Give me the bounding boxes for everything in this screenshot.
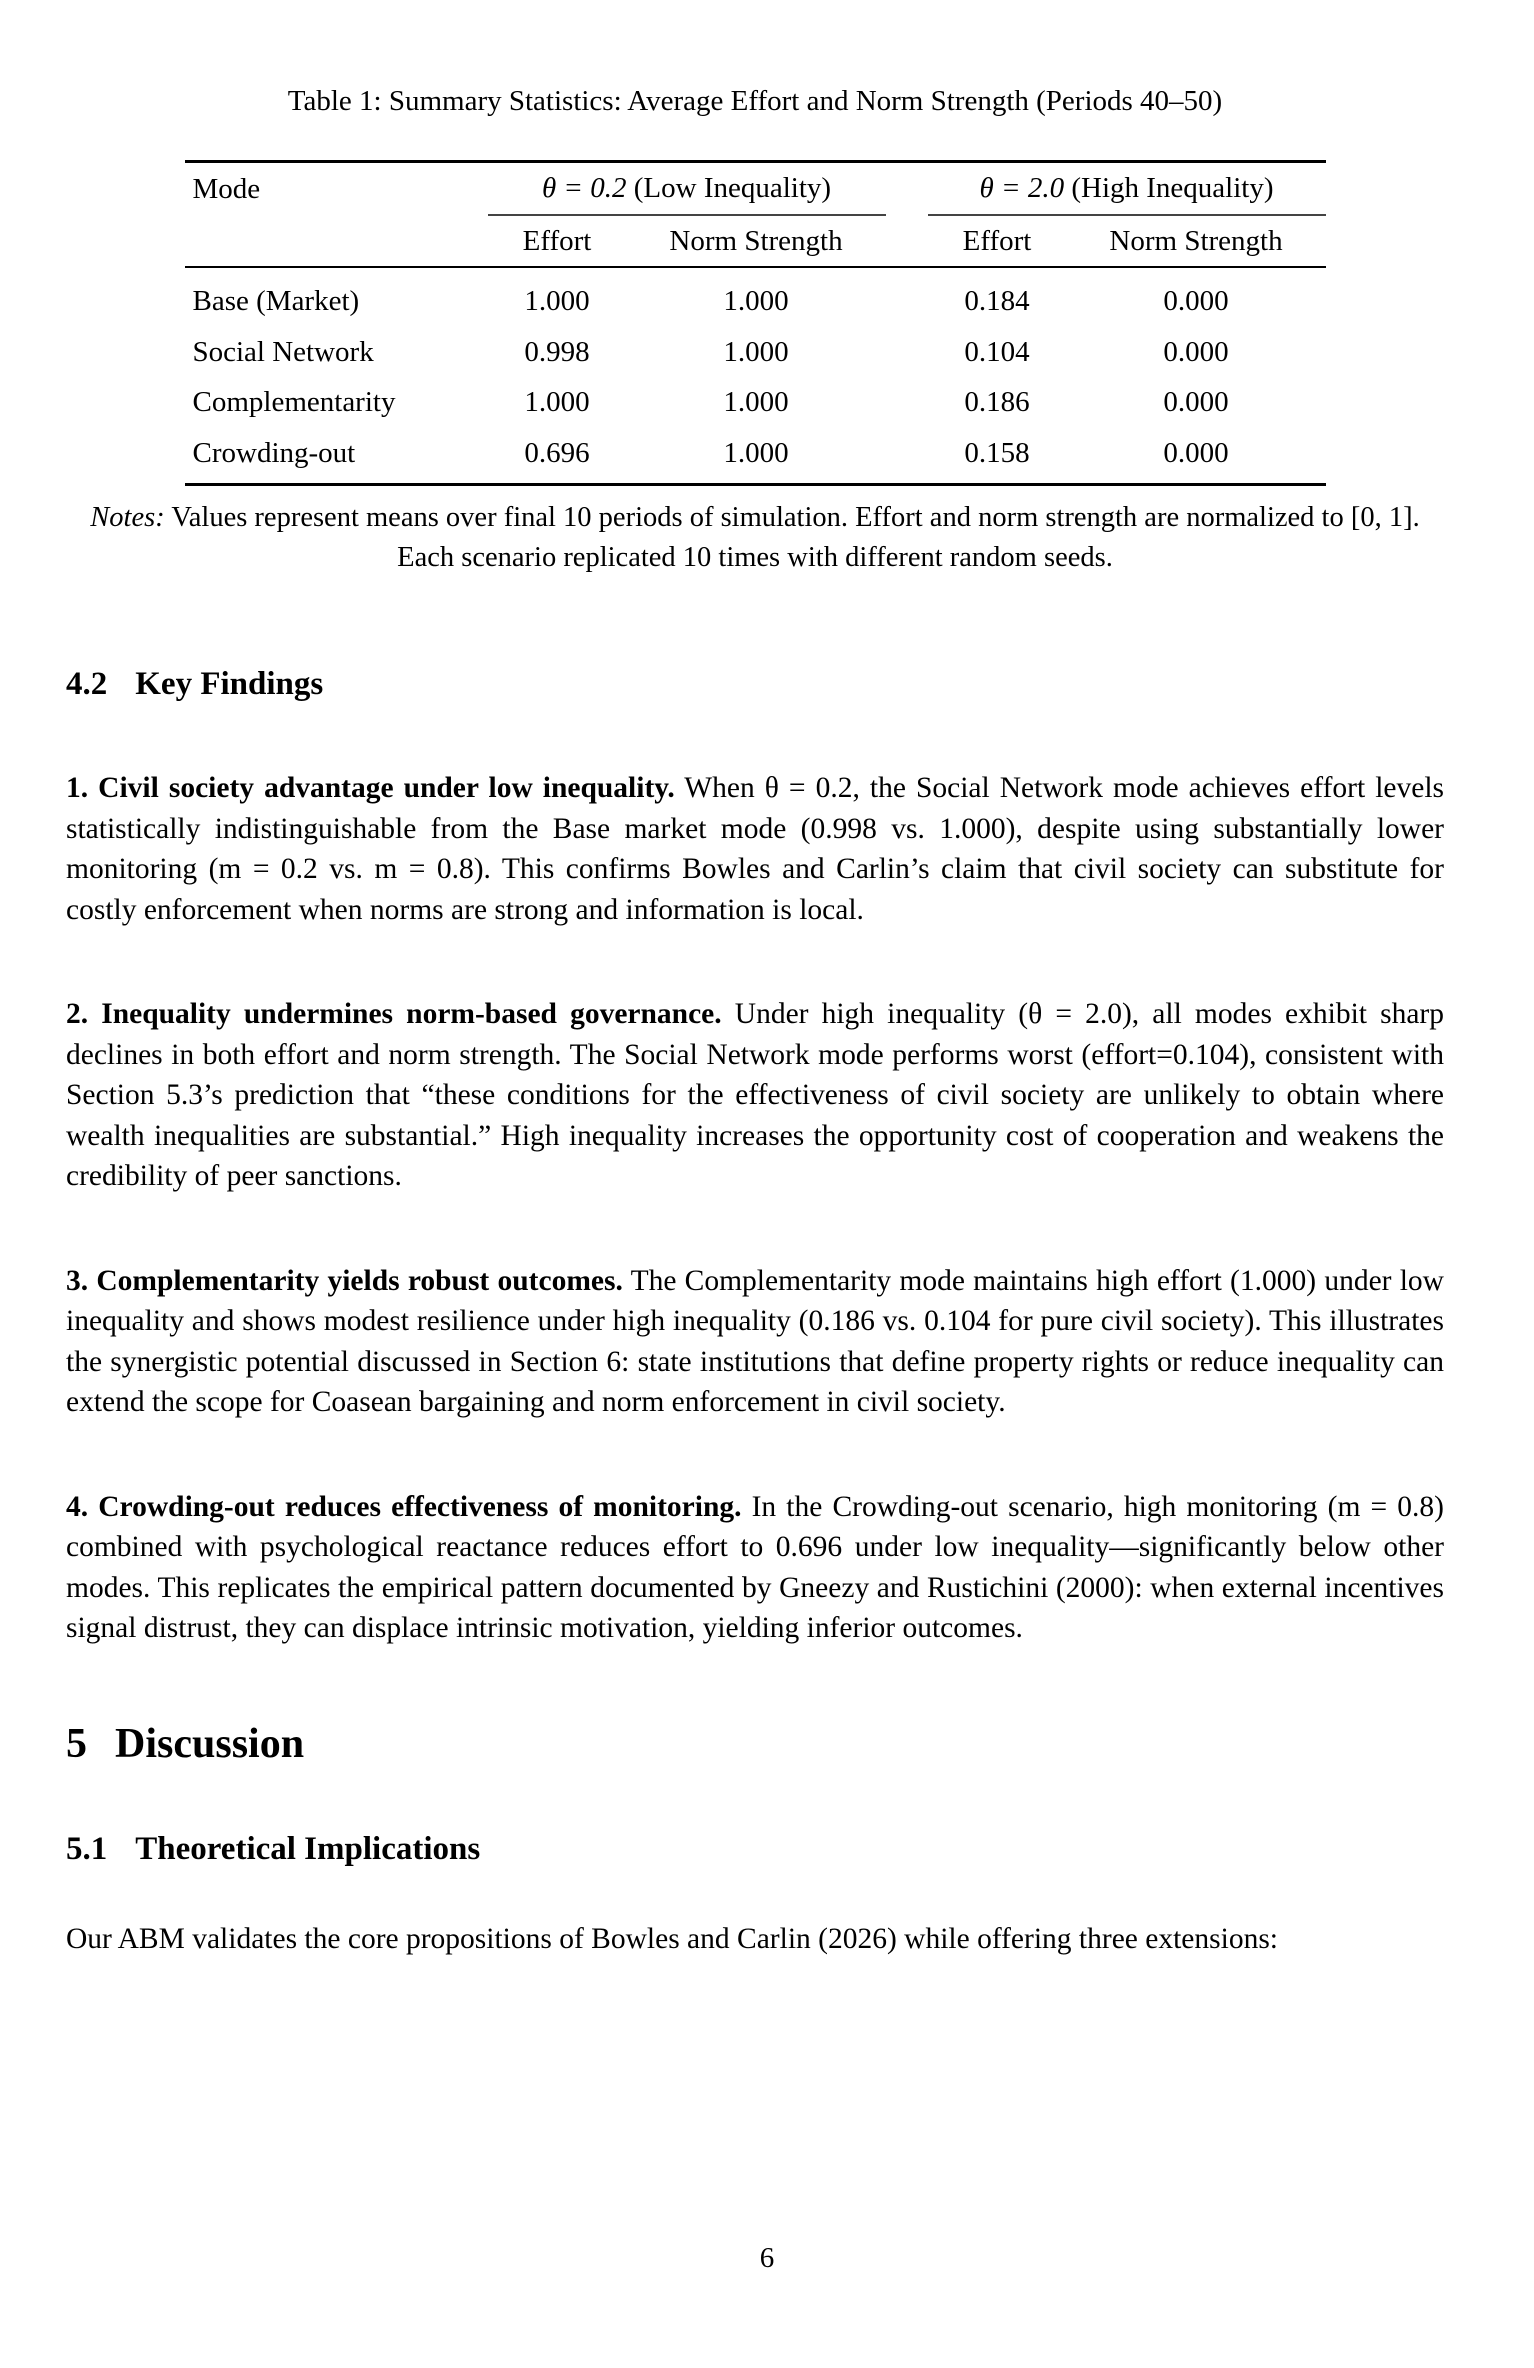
finding-4-lead: 4. Crowding-out reduces effectiveness of monitoring. [66, 1490, 742, 1523]
row-mode-label: Base (Market) [192, 285, 360, 317]
table-subheader-effort-high: Effort [928, 215, 1067, 268]
section-discussion [66, 1721, 1444, 1767]
page-number: 6 [759, 2242, 775, 2274]
theta-high-label: (High Inequality) [1071, 172, 1274, 204]
theta-low-label: (Low Inequality) [633, 172, 832, 204]
theta-high-math: θ = 2.0 [979, 172, 1065, 204]
table-subheader-empty [185, 215, 488, 268]
cell-value: 1.000 [524, 386, 590, 418]
table-group-spacer [886, 327, 928, 378]
cell-value: 0.696 [488, 428, 627, 485]
table-group-spacer [886, 215, 928, 268]
subsection-title: Key Findings [135, 666, 324, 702]
table-row-base-market [185, 267, 1326, 327]
finding-1-body: When θ = 0.2, the Social Network mode achieves effort levels statistically indistinguishable from the Base market mode (0.998 vs. 1.000), despite using substantially lower monitoring (m = 0.2 vs. m = 0.8). This confirms Bowles and Carlin’s claim that civil society can substitute for costly enforcement when norms are strong and information is local. [66, 772, 1445, 926]
finding-4-paragraph [66, 1487, 1444, 1649]
cell-value: 1.000 [723, 335, 789, 368]
cell-value: 1.000 [723, 285, 789, 317]
cell-value: 0.104 [964, 335, 1030, 368]
section-title: Discussion [115, 1720, 305, 1767]
finding-1-paragraph [66, 768, 1444, 930]
table-caption: Table 1: Summary Statistics: Average Effort and Norm Strength (Periods 40–50) [287, 85, 1223, 117]
cell-value: 0.000 [1163, 335, 1229, 368]
table-group-spacer [886, 377, 928, 428]
summary-statistics-table [185, 160, 1326, 486]
table-header-mode: Mode [185, 162, 488, 215]
subsection-key-findings [66, 666, 1444, 702]
table-subheader-norm-low: Norm Strength [627, 215, 886, 268]
theta-low-math: θ = 0.2 [541, 172, 627, 204]
subsection-title: Theoretical Implications [135, 1830, 481, 1867]
finding-2-body: Under high inequality (θ = 2.0), all modes exhibit sharp declines in both effort and norm strength. The Social Network mode performs worst (effort=0.104), consistent with Section 5.3’s prediction that “these conditions for the effectiveness of civil society are unlikely to obtain where wealth inequalities are substantial.” High inequality increases the opportunity cost of cooperation and weakens the credibility of peer sanctions. [66, 998, 1445, 1192]
subsection-theoretical-implications [66, 1831, 1444, 1867]
cell-value: 0.186 [964, 386, 1030, 418]
table-row-crowding-out [185, 428, 1326, 485]
row-mode-label: Social Network [192, 335, 374, 368]
cell-value: 1.000 [627, 428, 886, 485]
table-row-complementarity [185, 377, 1326, 428]
subsection-number: 4.2 [66, 666, 108, 702]
finding-3-lead: 3. Complementarity yields robust outcomes. [66, 1264, 623, 1297]
table-subheader-norm-high: Norm Strength [1067, 215, 1326, 268]
table-group-spacer [886, 428, 928, 485]
notes-label: Notes: [90, 502, 165, 533]
row-mode-label: Crowding-out [185, 428, 488, 485]
section-number: 5 [66, 1720, 87, 1767]
cell-value: 1.000 [723, 386, 789, 418]
table-group-header-row [185, 162, 1326, 215]
finding-2-paragraph [66, 994, 1444, 1197]
table-subheader-row [185, 215, 1326, 268]
table-group-spacer [886, 162, 928, 215]
notes-text: Values represent means over final 10 periods of simulation. Effort and norm strength are normalized to [0, 1]. Each scenario replicated 10 times with different random seeds. [164, 502, 1420, 573]
cell-value: 0.998 [524, 335, 590, 368]
finding-3-paragraph [66, 1261, 1444, 1423]
cell-value: 0.000 [1163, 285, 1229, 317]
finding-4-body: In the Crowding-out scenario, high monitoring (m = 0.8) combined with psychological reactance reduces effort to 0.696 under low inequality—significantly below other modes. This replicates the empirical pattern documented by Gneezy and Rustichini (2000): when external incentives signal distrust, they can displace intrinsic motivation, yielding inferior outcomes. [66, 1490, 1444, 1644]
cell-value: 1.000 [524, 285, 590, 317]
subsection-number: 5.1 [66, 1830, 108, 1867]
table-group-header-high-inequality [928, 162, 1326, 215]
table-notes [77, 498, 1433, 578]
cell-value: 0.184 [964, 285, 1030, 317]
table-row-social-network [185, 327, 1326, 378]
finding-1-lead: 1. Civil society advantage under low inequality. [66, 772, 675, 804]
theoretical-intro-paragraph: Our ABM validates the core propositions of Bowles and Carlin (2026) while offering three extensions: [66, 1922, 1278, 1955]
cell-value: 0.000 [1067, 428, 1326, 485]
table-subheader-effort-low: Effort [488, 215, 627, 268]
row-mode-label: Complementarity [192, 386, 396, 418]
finding-3-body: The Complementarity mode maintains high effort (1.000) under low inequality and shows modest resilience under high inequality (0.186 vs. 0.104 for pure civil society). This illustrates the synergistic potential discussed in Section 6: state institutions that define property rights or reduce inequality can extend the scope for Coasean bargaining and norm enforcement in civil society. [66, 1264, 1444, 1418]
finding-2-lead: 2. Inequality undermines norm-based governance. [66, 998, 722, 1030]
cell-value: 0.000 [1163, 386, 1229, 418]
cell-value: 0.158 [928, 428, 1067, 485]
table-group-spacer [886, 267, 928, 327]
table-group-header-low-inequality [488, 162, 886, 215]
